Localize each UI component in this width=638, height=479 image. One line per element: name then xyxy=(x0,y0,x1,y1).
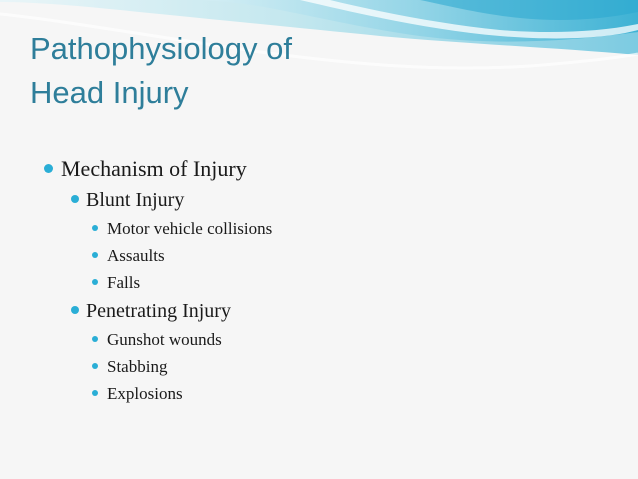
bullet-icon xyxy=(92,225,98,231)
bullet-icon xyxy=(92,390,98,396)
list-item xyxy=(92,273,140,293)
list-item-label: Assaults xyxy=(107,246,165,265)
list-item-label: Stabbing xyxy=(107,357,168,376)
bullet-icon xyxy=(44,164,53,173)
bullet-icon xyxy=(71,306,79,314)
list-item-label: Blunt Injury xyxy=(86,189,185,211)
bullet-icon xyxy=(92,279,98,285)
list-item-blunt xyxy=(71,189,184,212)
list-item xyxy=(92,219,272,239)
list-item xyxy=(92,330,222,350)
list-item-label: Penetrating Injury xyxy=(86,300,231,322)
list-item-label: Mechanism of Injury xyxy=(61,156,247,181)
bullet-icon xyxy=(92,363,98,369)
slide-title-line-1: Pathophysiology of xyxy=(30,31,292,66)
bullet-icon xyxy=(92,252,98,258)
list-item-label: Gunshot wounds xyxy=(107,330,222,349)
list-item-penetrating xyxy=(71,300,231,323)
list-item-label: Falls xyxy=(107,273,141,292)
bullet-icon xyxy=(71,195,79,203)
bullet-icon xyxy=(92,336,98,342)
list-item-mechanism xyxy=(44,156,247,182)
list-item xyxy=(92,357,167,377)
list-item-label: Motor vehicle collisions xyxy=(107,219,273,238)
list-item xyxy=(92,246,165,266)
slide-title-line-2: Head Injury xyxy=(30,75,189,110)
list-item-label: Explosions xyxy=(107,384,183,403)
list-item xyxy=(92,384,183,404)
